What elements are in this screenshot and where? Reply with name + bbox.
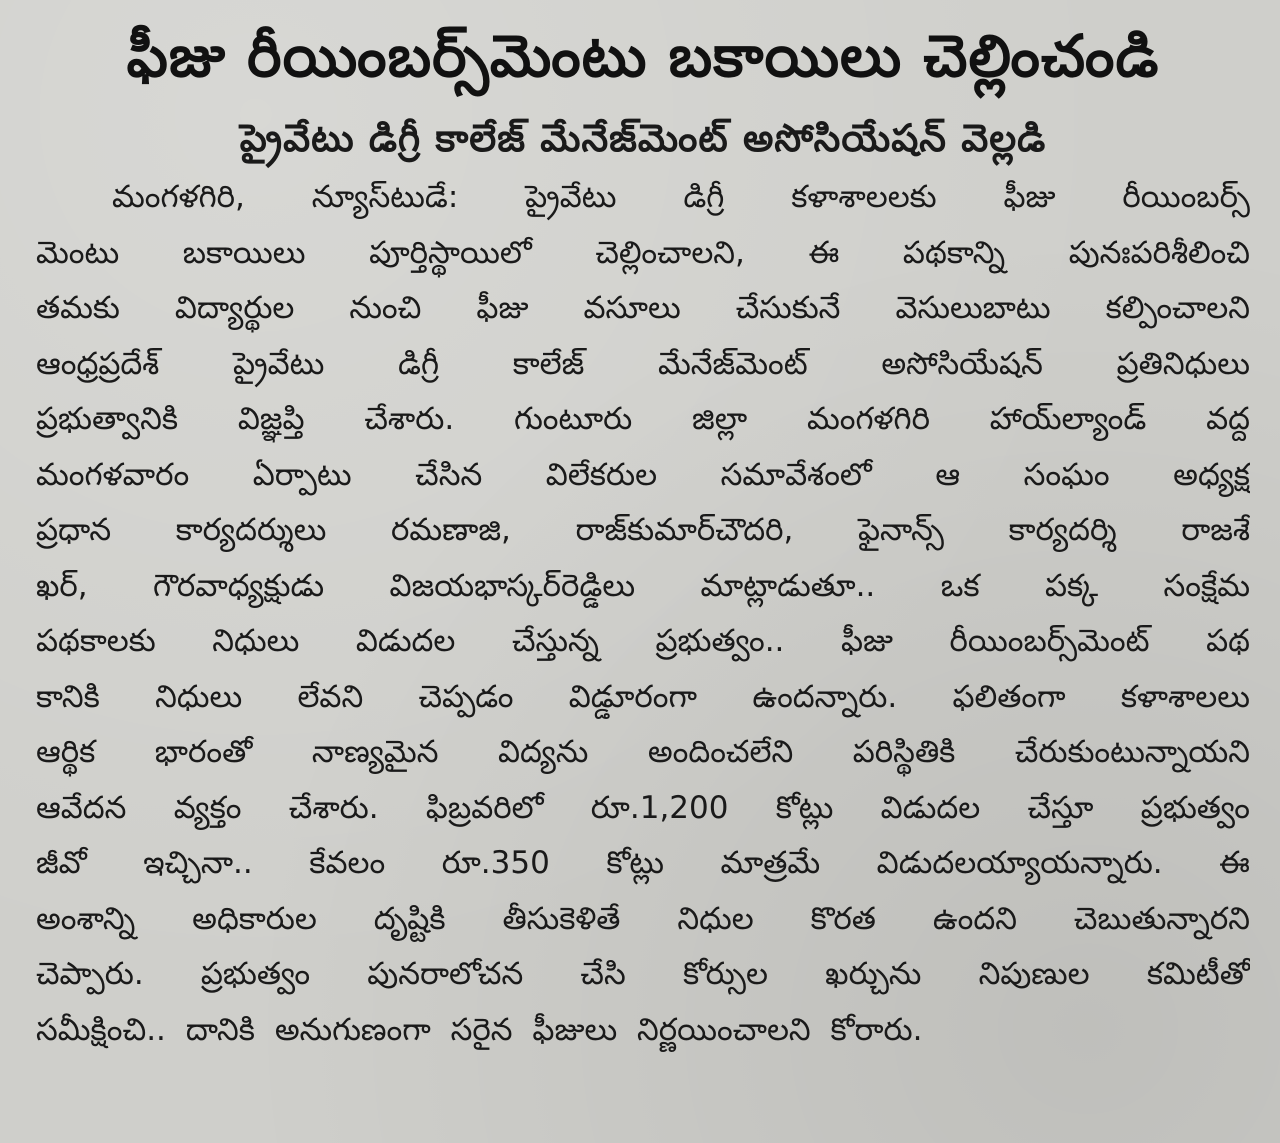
body-line: చెప్పారు. ప్రభుత్వం పునరాలోచన చేసి కోర్సుల ఖర్చును నిపుణుల కమిటీతో bbox=[36, 956, 1250, 992]
body-line: ప్రధాన కార్యదర్శులు రమణాజి, రాజ్‌కుమార్‌చౌదరి, ఫైనాన్స్ కార్యదర్శి రాజశే bbox=[36, 512, 1250, 548]
body-line: ఆంధ్రప్రదేశ్ ప్రైవేటు డిగ్రీ కాలేజ్ మేనేజ్‌మెంట్ అసోసియేషన్ ప్రతినిధులు bbox=[36, 345, 1250, 382]
body-line: ఆర్థిక భారంతో నాణ్యమైన విద్యను అందించలేని పరిస్థితికి చేరుకుంటున్నాయని bbox=[36, 734, 1250, 770]
article-body bbox=[36, 170, 1250, 1058]
body-line: పథకాలకు నిధులు విడుదల చేస్తున్న ప్రభుత్వం.. ఫీజు రీయింబర్స్‌మెంట్ పథ bbox=[36, 623, 1250, 659]
body-line: జీవో ఇచ్చినా.. కేవలం రూ.350 కోట్లు మాత్రమే విడుదలయ్యాయన్నారు. ఈ bbox=[36, 845, 1250, 881]
body-line: ఆవేదన వ్యక్తం చేశారు. ఫిబ్రవరిలో రూ.1,200 కోట్లు విడుదల చేస్తూ ప్రభుత్వం bbox=[36, 789, 1250, 826]
body-line: సమీక్షించి.. దానికి అనుగుణంగా సరైన ఫీజులు నిర్ణయించాలని కోరారు. bbox=[36, 1011, 923, 1048]
body-line: మంగళవారం ఏర్పాటు చేసిన విలేకరుల సమావేశంలో ఆ సంఘం అధ్యక్ష bbox=[36, 456, 1250, 493]
body-line: కానికి నిధులు లేవని చెప్పడం విడ్డూరంగా ఉందన్నారు. ఫలితంగా కళాశాలలు bbox=[36, 678, 1250, 715]
body-line: అంశాన్ని అధికారుల దృష్టికి తీసుకెళితే నిధుల కొరత ఉందని చెబుతున్నారని bbox=[36, 900, 1250, 937]
body-line: మంగళగిరి, న్యూస్‌టుడే: ప్రైవేటు డిగ్రీ కళాశాలలకు ఫీజు రీయింబర్స్ bbox=[112, 179, 1250, 215]
body-line: ఖర్, గౌరవాధ్యక్షుడు విజయభాస్కర్‌రెడ్డిలు మాట్లాడుతూ.. ఒక పక్క సంక్షేమ bbox=[36, 567, 1250, 604]
body-line: తమకు విద్యార్థుల నుంచి ఫీజు వసూలు చేసుకునే వెసులుబాటు కల్పించాలని bbox=[36, 290, 1250, 326]
subheadline: ప్రైవేటు డిగ్రీ కాలేజ్ మేనేజ్‌మెంట్ అసోసియేషన్ వెల్లడి bbox=[239, 116, 1047, 160]
headline: ఫీజు రీయింబర్స్‌మెంటు బకాయిలు చెల్లించండి bbox=[126, 22, 1160, 90]
body-line: ప్రభుత్వానికి విజ్ఞప్తి చేశారు. గుంటూరు జిల్లా మంగళగిరి హాయ్‌ల్యాండ్ వద్ద bbox=[36, 401, 1250, 437]
body-line: మెంటు బకాయిలు పూర్తిస్థాయిలో చెల్లించాలని, ఈ పథకాన్ని పునఃపరిశీలించి bbox=[36, 234, 1250, 271]
